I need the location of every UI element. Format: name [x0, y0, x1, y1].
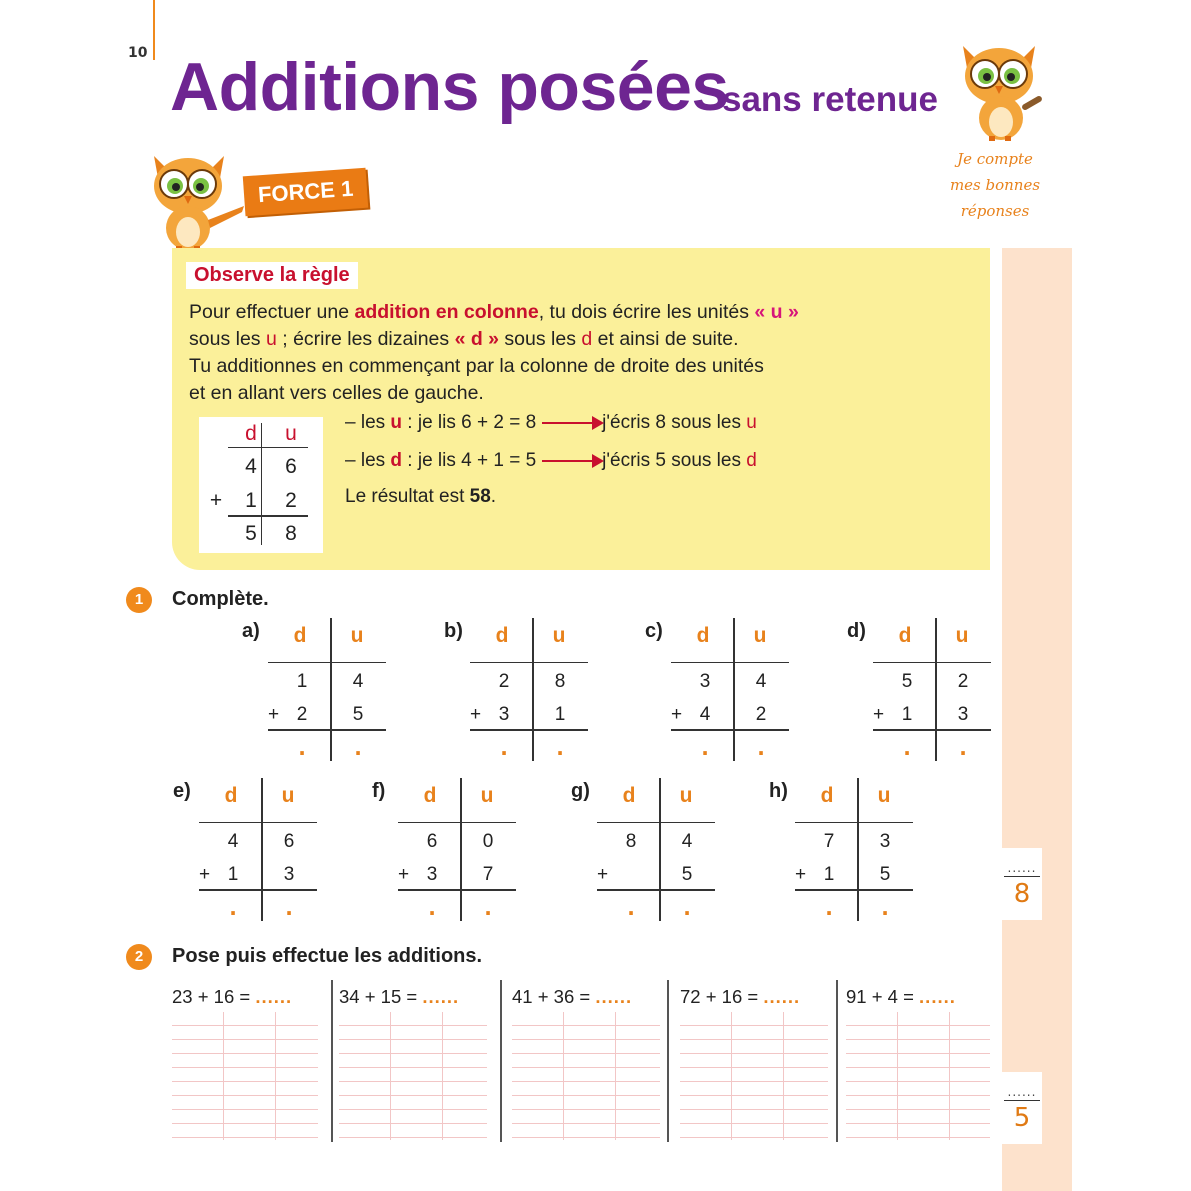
operation-expression: 91 + 4 = [846, 986, 920, 1007]
addition-table [847, 618, 1033, 763]
digit: 4 [755, 671, 767, 692]
digit: 3 [879, 831, 891, 852]
column-divider [330, 618, 332, 761]
answer-blank[interactable]: ...... [595, 986, 633, 1007]
operation-prompt [846, 986, 956, 1008]
column-header-d: d [495, 624, 509, 647]
operation-prompt [339, 986, 459, 1008]
example-digit: 2 [285, 489, 297, 512]
answer-blank-u[interactable]: . [285, 896, 293, 920]
digit: 4 [699, 704, 711, 725]
digit: 1 [901, 704, 913, 725]
plus-sign: + [597, 864, 609, 885]
digit: 7 [823, 831, 835, 852]
item-label: h) [769, 780, 788, 802]
header-line [199, 822, 317, 823]
sum-line [597, 889, 715, 891]
digit: 5 [879, 864, 891, 885]
item-label: a) [242, 620, 260, 642]
operation-expression: 34 + 15 = [339, 986, 423, 1007]
plus-sign: + [671, 704, 683, 725]
exercise-2-title: Pose puis effectue les additions. [172, 945, 483, 967]
digit: 8 [554, 671, 566, 692]
addition-table [645, 618, 831, 763]
page-subtitle: sans retenue [722, 80, 938, 119]
digit: 0 [482, 831, 494, 852]
owl-mascot-icon [955, 38, 1047, 142]
arrow-right-icon [542, 460, 598, 462]
operation-expression: 23 + 16 = [172, 986, 256, 1007]
item-label: c) [645, 620, 663, 642]
digit: 5 [901, 671, 913, 692]
example-header-d: d [245, 422, 257, 445]
answer-blank-d[interactable]: . [825, 896, 833, 920]
answer-blank-u[interactable]: . [959, 736, 967, 760]
answer-blank-u[interactable]: . [683, 896, 691, 920]
item-label: d) [847, 620, 866, 642]
column-divider [261, 778, 263, 921]
digit: 8 [625, 831, 637, 852]
header-line [398, 822, 516, 823]
answer-blank-d[interactable]: . [701, 736, 709, 760]
column-divider [935, 618, 937, 761]
plus-sign: + [795, 864, 807, 885]
sum-line [470, 729, 588, 731]
item-label: g) [571, 780, 590, 802]
plus-sign: + [199, 864, 211, 885]
digit: 4 [227, 831, 239, 852]
column-divider [857, 778, 859, 921]
column-header-d: d [423, 784, 437, 807]
writing-grid[interactable] [339, 1012, 487, 1140]
sum-line [398, 889, 516, 891]
answer-blank-u[interactable]: . [484, 896, 492, 920]
operation-prompt [172, 986, 292, 1008]
column-divider [460, 778, 462, 921]
digit: 1 [554, 704, 566, 725]
answer-blank-d[interactable]: . [903, 736, 911, 760]
header-line [873, 662, 991, 663]
digit: 4 [352, 671, 364, 692]
page-margin-rule [153, 0, 155, 60]
plus-sign: + [873, 704, 885, 725]
header-line [268, 662, 386, 663]
example-digit: 1 [245, 489, 257, 512]
example-header-line [228, 447, 308, 448]
digit: 2 [296, 704, 308, 725]
column-header-u: u [955, 624, 969, 647]
page-number: 10 [128, 45, 148, 61]
column-header-u: u [679, 784, 693, 807]
exercise-1-score: ...... 8 [1002, 848, 1042, 920]
answer-blank[interactable]: ...... [422, 986, 460, 1007]
arrow-right-icon [542, 422, 598, 424]
writing-grid[interactable] [680, 1012, 828, 1140]
digit: 1 [296, 671, 308, 692]
digit: 3 [426, 864, 438, 885]
digit: 5 [681, 864, 693, 885]
answer-blank-d[interactable]: . [500, 736, 508, 760]
digit: 1 [227, 864, 239, 885]
score-instruction: Je compte mes bonnes réponses [949, 150, 1041, 220]
digit: 2 [498, 671, 510, 692]
rule-step-tens: – les d : je lis 4 + 1 = 5 j'écris 5 sous les d [345, 450, 757, 471]
example-digit: 4 [245, 455, 257, 478]
answer-blank-u[interactable]: . [757, 736, 765, 760]
column-header-u: u [480, 784, 494, 807]
page-title: Additions posées [170, 49, 729, 125]
digit: 6 [426, 831, 438, 852]
column-header-d: d [224, 784, 238, 807]
owl-mascot-icon [148, 150, 248, 254]
column-header-d: d [622, 784, 636, 807]
digit: 2 [957, 671, 969, 692]
column-header-u: u [281, 784, 295, 807]
addition-table [571, 778, 757, 923]
plus-sign: + [398, 864, 410, 885]
answer-blank-u[interactable]: . [354, 736, 362, 760]
digit: 6 [283, 831, 295, 852]
rule-step-units: – les u : je lis 6 + 2 = 8 j'écris 8 sous les u [345, 412, 757, 433]
plus-sign: + [268, 704, 280, 725]
digit: 3 [699, 671, 711, 692]
addition-table [444, 618, 630, 763]
answer-blank[interactable]: ...... [763, 986, 801, 1007]
answer-blank-d[interactable]: . [627, 896, 635, 920]
digit: 7 [482, 864, 494, 885]
column-header-u: u [877, 784, 891, 807]
writing-grid[interactable] [512, 1012, 660, 1140]
operation-expression: 41 + 36 = [512, 986, 596, 1007]
column-header-u: u [552, 624, 566, 647]
column-divider [659, 778, 661, 921]
sum-line [873, 729, 991, 731]
answer-blank-d[interactable]: . [298, 736, 306, 760]
sum-line [671, 729, 789, 731]
column-separator [500, 980, 502, 1142]
header-line [597, 822, 715, 823]
sum-line [268, 729, 386, 731]
header-line [470, 662, 588, 663]
operation-expression: 72 + 16 = [680, 986, 764, 1007]
example-result-digit: 8 [285, 522, 297, 545]
column-divider [733, 618, 735, 761]
exercise-2-number: 2 [126, 944, 152, 970]
column-separator [836, 980, 838, 1142]
force-badge: FORCE 1 [243, 168, 369, 217]
operation-prompt [680, 986, 800, 1008]
column-separator [331, 980, 333, 1142]
example-digit: 6 [285, 455, 297, 478]
addition-table [769, 778, 955, 923]
digit: 2 [755, 704, 767, 725]
item-label: e) [173, 780, 191, 802]
answer-blank-u[interactable]: . [881, 896, 889, 920]
addition-table [242, 618, 428, 763]
example-sum-line [228, 515, 308, 517]
rule-label: Observe la règle [186, 262, 358, 289]
addition-table [173, 778, 359, 923]
column-header-d: d [820, 784, 834, 807]
rule-result: Le résultat est 58. [345, 486, 497, 507]
digit: 3 [957, 704, 969, 725]
writing-grid[interactable] [172, 1012, 318, 1140]
exercise-2-score: ...... 5 [1002, 1072, 1042, 1144]
item-label: b) [444, 620, 463, 642]
example-plus: + [209, 489, 223, 512]
item-label: f) [372, 780, 386, 802]
digit: 3 [498, 704, 510, 725]
example-result-digit: 5 [245, 522, 257, 545]
plus-sign: + [470, 704, 482, 725]
column-divider [532, 618, 534, 761]
exercise-1-number: 1 [126, 587, 152, 613]
addition-table [372, 778, 558, 923]
digit: 4 [681, 831, 693, 852]
answer-blank-u[interactable]: . [556, 736, 564, 760]
example-header-u: u [285, 422, 297, 445]
header-line [671, 662, 789, 663]
operation-prompt [512, 986, 632, 1008]
exercise-1-title: Complète. [172, 588, 269, 610]
column-header-d: d [898, 624, 912, 647]
column-header-u: u [350, 624, 364, 647]
digit: 1 [823, 864, 835, 885]
answer-blank-d[interactable]: . [428, 896, 436, 920]
digit: 5 [352, 704, 364, 725]
column-header-d: d [293, 624, 307, 647]
digit: 3 [283, 864, 295, 885]
rule-text: Pour effectuer une addition en colonne, tu dois écrire les unités « u » sous les u ; écrire les dizaines « d » sous les d et ainsi de suite. Tu additionnes en commençant par la colonne de droite des unités et en allant vers celles de gauche. [189, 301, 799, 404]
sum-line [795, 889, 913, 891]
writing-grid[interactable] [846, 1012, 990, 1140]
sum-line [199, 889, 317, 891]
answer-blank[interactable]: ...... [919, 986, 956, 1007]
answer-blank[interactable]: ...... [255, 986, 293, 1007]
answer-blank-d[interactable]: . [229, 896, 237, 920]
column-separator [667, 980, 669, 1142]
column-header-u: u [753, 624, 767, 647]
column-header-d: d [696, 624, 710, 647]
header-line [795, 822, 913, 823]
